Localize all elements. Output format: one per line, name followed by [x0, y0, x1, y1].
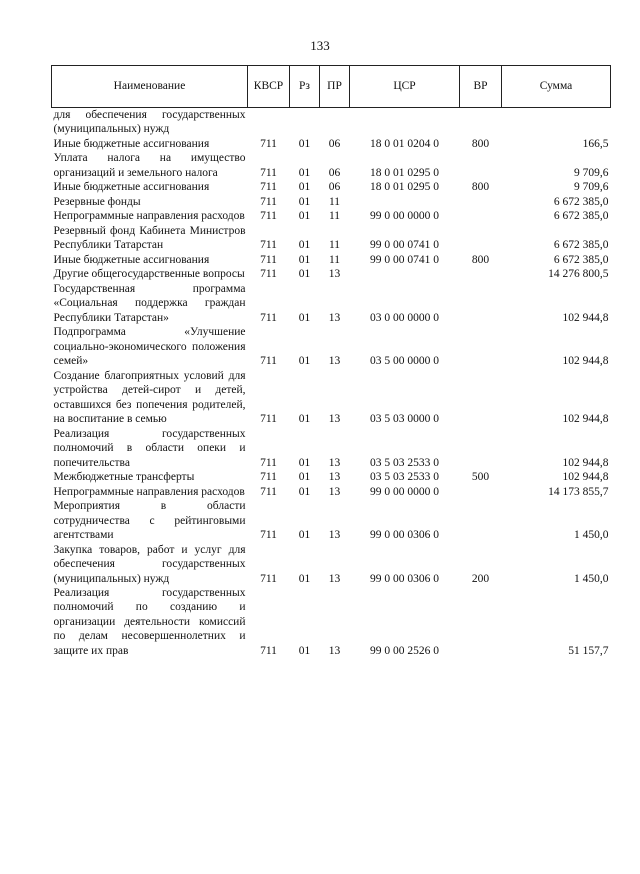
cell-csr: [350, 267, 460, 281]
cell-rz: 01: [298, 529, 311, 542]
table-row: [52, 543, 611, 586]
cell-rz: 01: [298, 195, 311, 208]
table-row: [52, 108, 611, 137]
cell-csr: 99 0 00 0000 0: [370, 485, 439, 498]
cell-name: Иные бюджетные ассигнования: [53, 181, 210, 194]
cell-name: Закупка товаров, работ и услуг для обеспечения государственных (муниципальных) нужд: [53, 543, 246, 585]
cell-name: Реализация государственных полномочий в области опеки и попечительства: [53, 427, 246, 469]
cell-name: Уплата налога на имущество организаций и земельного налога: [53, 152, 246, 179]
cell-vr: [460, 485, 502, 499]
cell-name: Подпрограмма «Улучшение социально-экономического положения семей»: [53, 326, 246, 368]
cell-rz: 01: [298, 239, 311, 252]
cell-pr: 13: [328, 572, 341, 585]
cell-name: Иные бюджетные ассигнования: [53, 253, 210, 266]
cell-name: Мероприятия в области сотрудничества с рейтинговыми агентствами: [53, 500, 246, 542]
cell-rz: 01: [298, 253, 311, 266]
cell-vr: [460, 108, 502, 137]
cell-vr: [460, 209, 502, 223]
page-number: 133: [310, 38, 330, 53]
cell-rz: 01: [298, 471, 311, 484]
cell-sum: 14 276 800,5: [548, 268, 609, 281]
cell-rz: 01: [298, 210, 311, 223]
cell-kvsr: 711: [260, 456, 277, 469]
cell-vr: 200: [471, 572, 490, 585]
table-header-row: [52, 66, 611, 108]
cell-sum: 102 944,8: [562, 471, 609, 484]
cell-pr: 06: [328, 166, 341, 179]
cell-name: Непрограммные направления расходов: [53, 210, 245, 223]
cell-pr: 13: [328, 644, 341, 657]
cell-kvsr: 711: [260, 181, 277, 194]
cell-vr: [460, 195, 502, 209]
cell-name: для обеспечения государственных (муниципальных) нужд: [53, 109, 246, 136]
cell-sum: 6 672 385,0: [553, 239, 609, 252]
cell-rz: 01: [298, 572, 311, 585]
cell-rz: 01: [298, 181, 311, 194]
cell-csr: 99 0 00 0000 0: [370, 210, 439, 223]
cell-name: Другие общегосударственные вопросы: [53, 268, 245, 281]
cell-vr: [460, 325, 502, 368]
cell-rz: 01: [298, 355, 311, 368]
cell-csr: 99 0 00 2526 0: [370, 644, 439, 657]
cell-pr: 11: [328, 195, 341, 208]
cell-vr: 800: [471, 253, 490, 266]
cell-vr: [460, 427, 502, 470]
cell-pr: [320, 108, 350, 137]
cell-sum: 14 173 855,7: [548, 485, 609, 498]
cell-name: Государственная программа «Социальная поддержка граждан Республики Татарстан»: [53, 282, 246, 324]
cell-csr: 03 5 03 2533 0: [370, 471, 439, 484]
cell-rz: 01: [298, 485, 311, 498]
cell-pr: 13: [328, 413, 341, 426]
cell-kvsr: 711: [260, 137, 277, 150]
table-row: [52, 586, 611, 658]
table-row: [52, 209, 611, 223]
cell-pr: 13: [328, 485, 341, 498]
cell-kvsr: 711: [260, 471, 277, 484]
cell-kvsr: 711: [260, 268, 277, 281]
cell-sum: 9 709,6: [574, 181, 609, 194]
cell-rz: 01: [298, 644, 311, 657]
cell-kvsr: 711: [260, 239, 277, 252]
cell-sum: 6 672 385,0: [553, 253, 609, 266]
cell-pr: 13: [328, 311, 341, 324]
cell-csr: [350, 108, 460, 137]
cell-csr: 03 5 03 0000 0: [370, 413, 439, 426]
cell-name: Реализация государственных полномочий по созданию и организации деятельности комиссий по делам несовершеннолетних и защите их прав: [53, 586, 246, 657]
cell-kvsr: 711: [260, 529, 277, 542]
table-row: [52, 369, 611, 427]
cell-csr: 18 0 01 0204 0: [370, 137, 439, 150]
cell-name: Резервные фонды: [53, 195, 141, 208]
cell-vr: [460, 151, 502, 180]
cell-vr: [460, 586, 502, 658]
cell-pr: 13: [328, 355, 341, 368]
cell-pr: 13: [328, 268, 341, 281]
cell-csr: 99 0 00 0306 0: [370, 572, 439, 585]
cell-pr: 13: [328, 471, 341, 484]
cell-sum: 1 450,0: [574, 572, 609, 585]
cell-kvsr: 711: [260, 195, 277, 208]
cell-pr: 11: [328, 210, 341, 223]
table-row: [52, 485, 611, 499]
cell-name: Иные бюджетные ассигнования: [53, 137, 210, 150]
cell-csr: 99 0 00 0741 0: [370, 253, 439, 266]
cell-sum: 51 157,7: [568, 644, 609, 657]
cell-kvsr: 711: [260, 253, 277, 266]
cell-rz: 01: [298, 456, 311, 469]
cell-pr: 11: [328, 253, 341, 266]
cell-sum: 166,5: [582, 137, 609, 150]
cell-pr: 11: [328, 239, 341, 252]
cell-kvsr: 711: [260, 485, 277, 498]
header-rz: Рз: [290, 66, 320, 108]
cell-pr: 06: [328, 137, 341, 150]
cell-sum: 102 944,8: [562, 456, 609, 469]
table-row: [52, 282, 611, 325]
cell-kvsr: 711: [260, 166, 277, 179]
cell-name: Создание благоприятных условий для устройства детей-сирот и детей, оставшихся без попечения родителей, на воспитание в семью: [53, 369, 246, 426]
header-kvsr: КВСР: [248, 66, 290, 108]
header-csr: ЦСР: [350, 66, 460, 108]
table-row: [52, 427, 611, 470]
cell-kvsr: 711: [260, 413, 277, 426]
cell-sum: 9 709,6: [574, 166, 609, 179]
header-sum: Сумма: [502, 66, 611, 108]
cell-csr: 18 0 01 0295 0: [370, 166, 439, 179]
cell-kvsr: 711: [260, 311, 277, 324]
cell-name: Непрограммные направления расходов: [53, 485, 245, 498]
header-pr: ПР: [320, 66, 350, 108]
cell-csr: 03 5 03 2533 0: [370, 456, 439, 469]
cell-name: Резервный фонд Кабинета Министров Республики Татарстан: [53, 224, 246, 252]
table-row: [52, 180, 611, 194]
cell-sum: 6 672 385,0: [553, 195, 609, 208]
cell-rz: 01: [298, 413, 311, 426]
cell-vr: 800: [471, 137, 490, 150]
cell-vr: 800: [471, 181, 490, 194]
cell-csr: 99 0 00 0741 0: [370, 239, 439, 252]
cell-vr: [460, 282, 502, 325]
cell-vr: [460, 369, 502, 427]
table-row: [52, 470, 611, 484]
cell-sum: 1 450,0: [574, 529, 609, 542]
cell-pr: 13: [328, 456, 341, 469]
header-name: Наименование: [52, 66, 248, 108]
cell-vr: [460, 224, 502, 253]
cell-sum: 102 944,8: [562, 413, 609, 426]
cell-sum: 102 944,8: [562, 311, 609, 324]
table-row: [52, 267, 611, 281]
cell-rz: 01: [298, 311, 311, 324]
cell-csr: [350, 195, 460, 209]
table-row: [52, 151, 611, 180]
table-row: [52, 253, 611, 267]
table-row: [52, 137, 611, 151]
cell-pr: 13: [328, 529, 341, 542]
cell-kvsr: 711: [260, 644, 277, 657]
cell-pr: 06: [328, 181, 341, 194]
table-row: [52, 499, 611, 542]
budget-table: [51, 65, 611, 658]
table-row: [52, 195, 611, 209]
table-row: [52, 325, 611, 368]
cell-rz: 01: [298, 166, 311, 179]
cell-kvsr: [248, 108, 290, 137]
cell-csr: 03 0 00 0000 0: [370, 311, 439, 324]
cell-vr: [460, 267, 502, 281]
cell-vr: 500: [471, 471, 490, 484]
header-vr: ВР: [460, 66, 502, 108]
cell-kvsr: 711: [260, 210, 277, 223]
cell-kvsr: 711: [260, 572, 277, 585]
cell-rz: 01: [298, 268, 311, 281]
cell-csr: 18 0 01 0295 0: [370, 181, 439, 194]
cell-rz: 01: [298, 137, 311, 150]
cell-sum: [502, 108, 611, 137]
cell-name: Межбюджетные трансферты: [53, 471, 195, 484]
cell-kvsr: 711: [260, 355, 277, 368]
cell-vr: [460, 499, 502, 542]
cell-csr: 99 0 00 0306 0: [370, 529, 439, 542]
cell-sum: 102 944,8: [562, 355, 609, 368]
cell-rz: [290, 108, 320, 137]
cell-csr: 03 5 00 0000 0: [370, 355, 439, 368]
cell-sum: 6 672 385,0: [553, 210, 609, 223]
table-row: [52, 224, 611, 253]
